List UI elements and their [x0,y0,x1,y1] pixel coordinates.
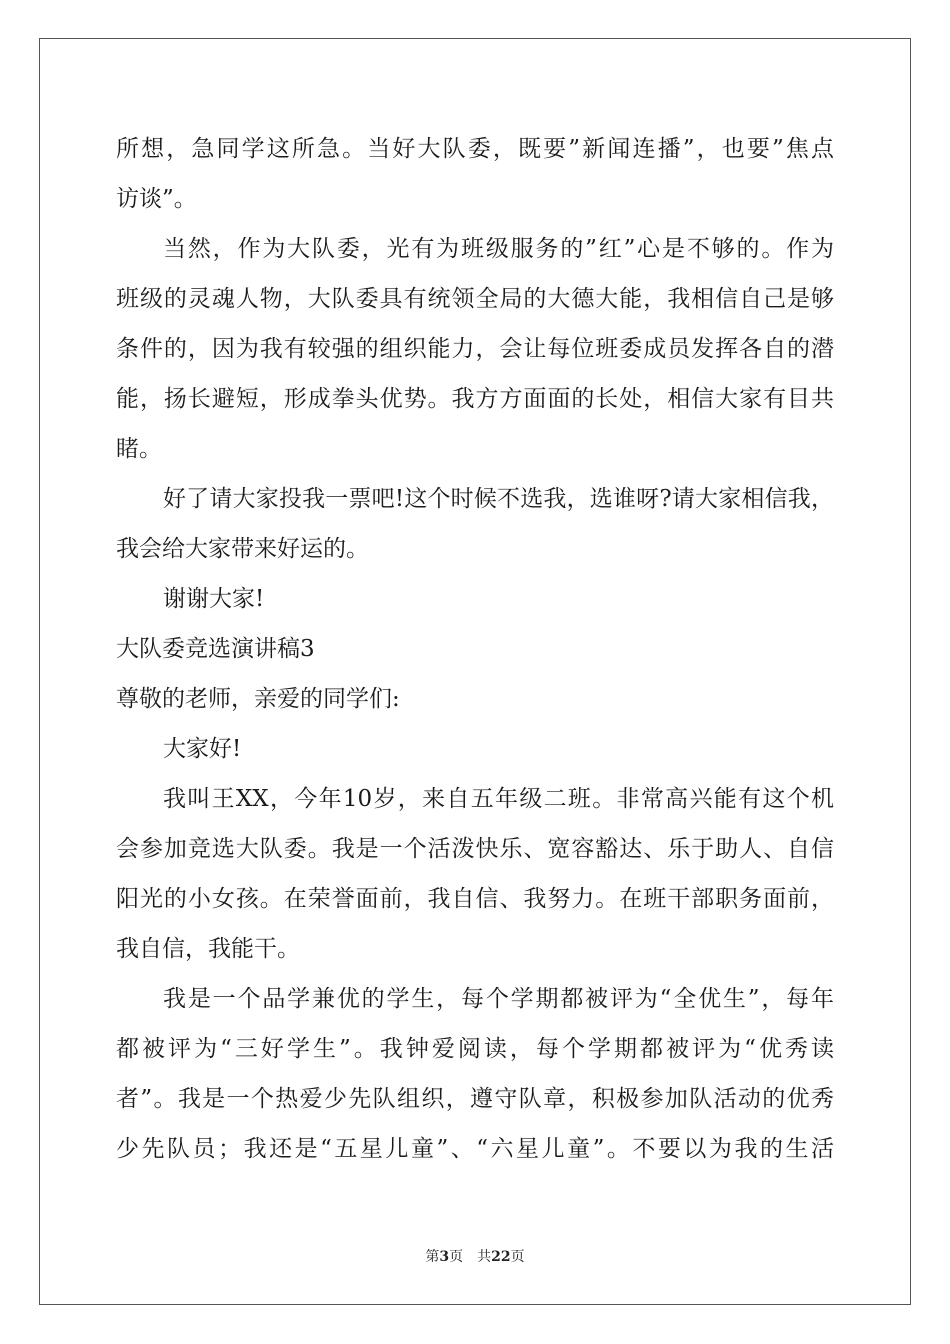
text-line: 当然，作为大队委，光有为班级服务的”红”心是不够的。作为 [163,236,834,262]
text-line: 我会给大家带来好运的。 [116,536,369,562]
text-line: 访谈”。 [116,186,197,212]
total-label-prefix: 共 [477,1249,492,1265]
text-line: 好了请大家投我一票吧!这个时候不选我，选谁呀?请大家相信我， [163,486,834,512]
document-body [116,124,834,1174]
text-line: 者”。我是一个热爱少先队组织，遵守队章，积极参加队活动的优秀 [116,1086,834,1112]
text-line: 尊敬的老师，亲爱的同学们: [116,686,400,712]
text-line: 大家好! [163,736,242,762]
text-line: 会参加竞选大队委。我是一个活泼快乐、宽容豁达、乐于助人、自信 [116,836,834,862]
total-pages: 22 [491,1249,511,1265]
text-line: 我自信，我能干。 [116,936,300,962]
text-line: 能，扬长避短，形成拳头优势。我方方面面的长处，相信大家有目共 [116,386,834,412]
text-line: 大队委竞选演讲稿3 [116,636,315,662]
text-line: 都被评为“三好学生”。我钟爱阅读，每个学期都被评为“优秀读 [116,1036,834,1062]
page-number: 3 [439,1249,450,1265]
page-footer [0,1246,950,1266]
text-line: 我是一个品学兼优的学生，每个学期都被评为“全优生”，每年 [163,986,834,1012]
page-label-suffix: 页 [449,1249,464,1265]
text-line: 少先队员；我还是“五星儿童”、“六星儿童”。不要以为我的生活 [116,1136,834,1162]
total-label-suffix: 页 [510,1249,525,1265]
text-line: 阳光的小女孩。在荣誉面前，我自信、我努力。在班干部职务面前， [116,886,834,912]
text-line: 条件的，因为我有较强的组织能力，会让每位班委成员发挥各自的潜 [116,336,834,362]
text-line: 班级的灵魂人物，大队委具有统领全局的大德大能，我相信自己是够 [116,286,834,312]
text-line: 所想，急同学这所急。当好大队委，既要”新闻连播”，也要”焦点 [116,136,834,162]
text-line: 我叫王XX，今年10岁，来自五年级二班。非常高兴能有这个机 [163,786,834,812]
text-line: 睹。 [116,436,162,462]
text-line: 谢谢大家! [163,586,265,612]
page-label-prefix: 第 [425,1249,440,1265]
